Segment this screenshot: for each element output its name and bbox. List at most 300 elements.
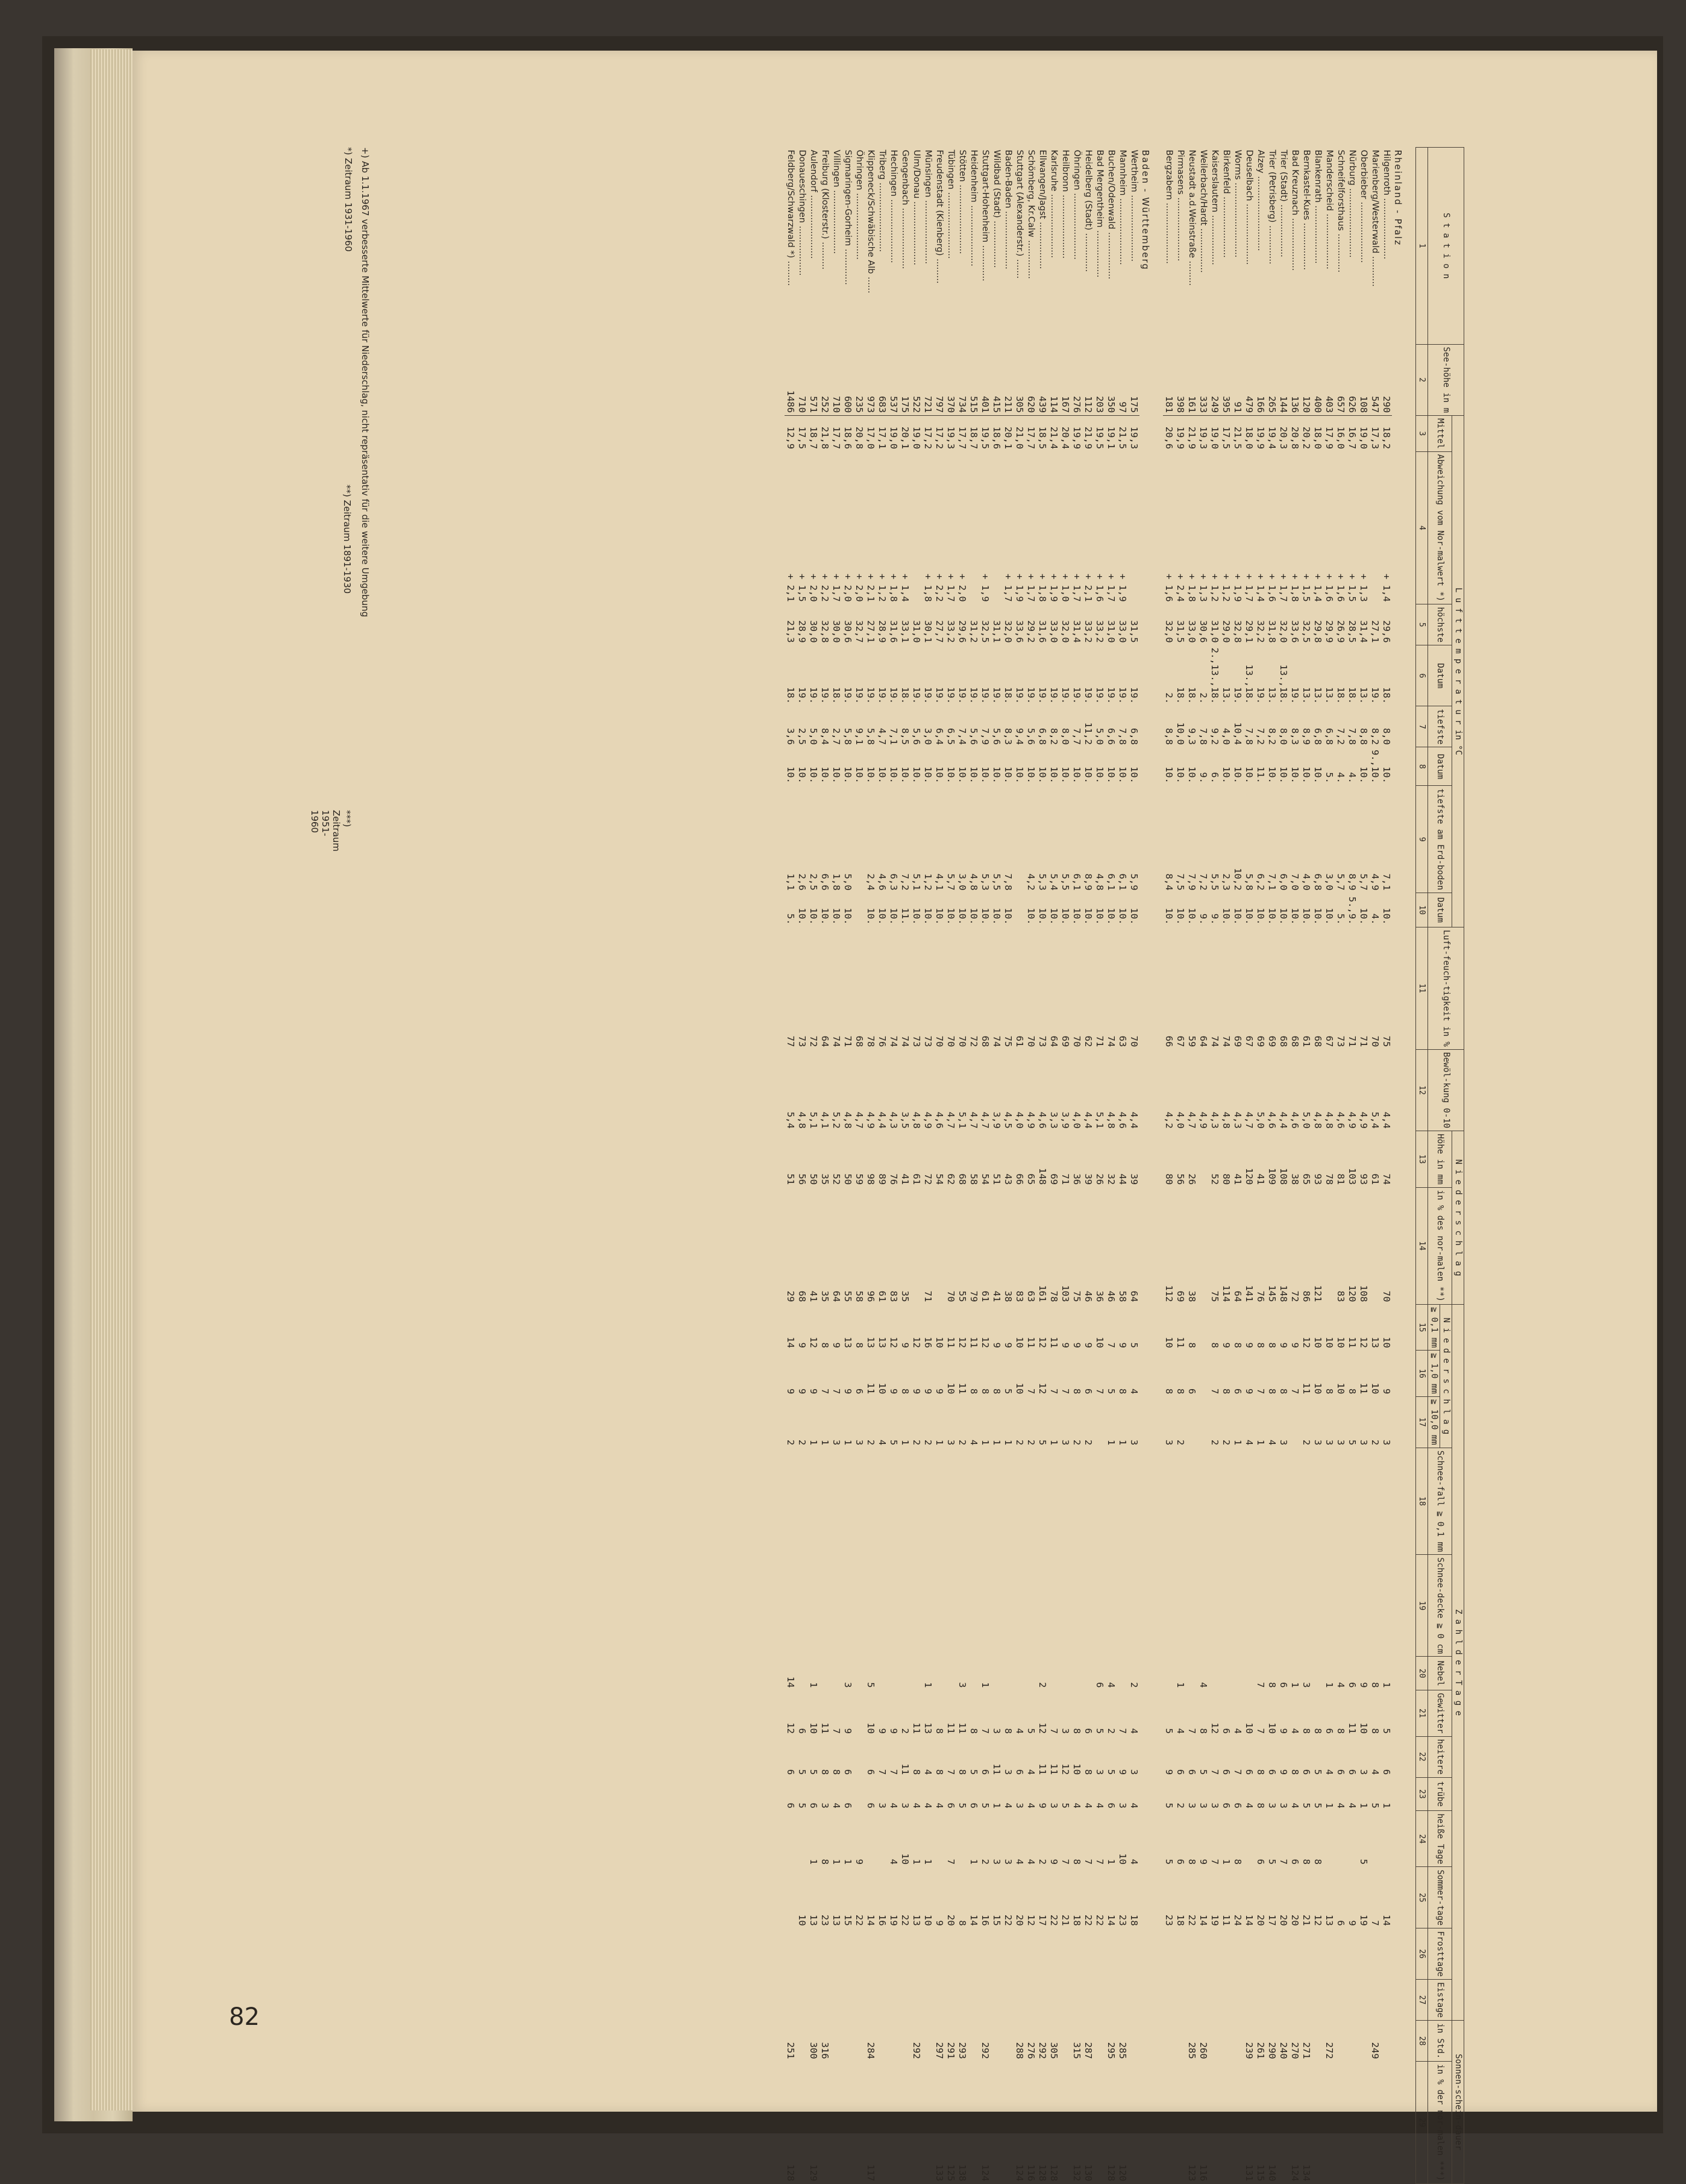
data-cell: 19,5 bbox=[1094, 426, 1105, 450]
data-cell: 31,0 bbox=[911, 620, 922, 643]
station-name-cell: Bergzabern ...................... bbox=[1164, 149, 1174, 264]
data-cell: 29,6 bbox=[957, 620, 968, 643]
data-cell bbox=[1174, 1555, 1186, 1657]
data-cell bbox=[1243, 1928, 1255, 1980]
data-cell: 115 bbox=[1255, 2164, 1266, 2182]
data-cell: 5,1 bbox=[1094, 1111, 1105, 1129]
data-cell bbox=[853, 1555, 865, 1657]
station-name-cell: Marienberg/Westerwald ........... bbox=[1370, 149, 1380, 287]
data-cell: 76 bbox=[1255, 1290, 1266, 1302]
data-cell: 11 bbox=[945, 1337, 956, 1348]
data-cell: 77 bbox=[785, 1035, 796, 1047]
data-cell: 6 bbox=[785, 1803, 796, 1809]
data-cell: 10. bbox=[831, 766, 842, 783]
data-cell: 128 bbox=[1037, 2164, 1048, 2182]
data-cell: 41 bbox=[808, 1290, 819, 1302]
data-cell: 14 bbox=[968, 1915, 979, 1926]
data-cell: 9 bbox=[1244, 1388, 1255, 1395]
data-cell: 10. bbox=[1048, 908, 1059, 925]
table-row bbox=[1197, 148, 1209, 2184]
data-cell: 18. bbox=[785, 686, 796, 704]
data-cell: 68 bbox=[957, 1173, 968, 1185]
data-cell: 290 bbox=[1380, 344, 1392, 416]
column-number: 3 bbox=[1416, 416, 1428, 452]
data-cell: 6,0 bbox=[1278, 873, 1289, 891]
data-cell bbox=[1082, 1448, 1094, 1555]
data-cell: 19. bbox=[865, 686, 876, 704]
data-cell: 1 bbox=[842, 1439, 853, 1446]
data-cell: + 1,9 bbox=[1048, 573, 1059, 602]
data-cell: 7,7 bbox=[1071, 727, 1082, 745]
data-cell bbox=[853, 1980, 865, 2021]
data-cell: 32,5 bbox=[1301, 620, 1312, 643]
table-row bbox=[1105, 148, 1117, 2184]
data-cell: 4,4 bbox=[1129, 1111, 1139, 1129]
data-cell bbox=[807, 1448, 819, 1555]
data-cell: 19,9 bbox=[1071, 426, 1082, 450]
data-cell: 93 bbox=[1312, 1173, 1323, 1185]
data-cell: 5 bbox=[1060, 1803, 1071, 1809]
data-cell: 19 bbox=[1358, 1915, 1369, 1926]
data-cell: 9 bbox=[934, 1388, 945, 1395]
hdr-heitere: heitere bbox=[1428, 1736, 1452, 1777]
data-cell: 4 bbox=[1290, 1803, 1300, 1809]
data-cell: 12 bbox=[888, 1337, 899, 1348]
data-cell: 7,1 bbox=[1267, 873, 1277, 891]
data-cell: 22 bbox=[1083, 1915, 1094, 1926]
data-cell: 33,1 bbox=[900, 620, 910, 643]
data-cell: 86 bbox=[1301, 1290, 1312, 1302]
data-cell: 1 bbox=[1221, 1859, 1232, 1865]
column-number: 29 bbox=[1416, 2062, 1428, 2184]
data-cell: 5,0 bbox=[842, 873, 853, 891]
data-cell: 3,0 bbox=[923, 727, 933, 745]
data-cell: 31,2 bbox=[968, 620, 979, 643]
data-cell: 620 bbox=[1025, 344, 1036, 416]
data-cell: 8 bbox=[957, 1920, 968, 1926]
data-cell: 71 bbox=[1094, 1035, 1105, 1047]
data-cell: 18,7 bbox=[968, 426, 979, 450]
data-cell: 13. bbox=[1358, 686, 1369, 704]
data-cell: 30,0 bbox=[831, 620, 842, 643]
data-cell: 4,4 bbox=[877, 1111, 888, 1129]
column-number: 17 bbox=[1416, 1396, 1428, 1448]
data-cell: 73 bbox=[1335, 1035, 1346, 1047]
data-cell: 7,9 bbox=[1186, 873, 1197, 891]
table-row bbox=[1071, 148, 1082, 2184]
station-name-cell: Stötten ......................... bbox=[957, 149, 967, 254]
data-cell bbox=[968, 451, 979, 604]
data-cell bbox=[1117, 1980, 1128, 2021]
data-cell: 3,6 bbox=[785, 727, 796, 745]
data-cell: 120 bbox=[1347, 1285, 1358, 1302]
column-number: 13 bbox=[1416, 1131, 1428, 1187]
column-number: 22 bbox=[1416, 1736, 1428, 1777]
data-cell bbox=[910, 1187, 922, 1304]
data-cell: 132 bbox=[1071, 2164, 1082, 2182]
data-cell: 3 bbox=[1267, 1803, 1277, 1809]
footnote-4: ***) Zeitraum 1951-1960 bbox=[309, 810, 353, 852]
data-cell: 55 bbox=[842, 1290, 853, 1302]
data-cell: 9 bbox=[1221, 1342, 1232, 1348]
data-cell: 4,0 bbox=[1221, 727, 1232, 745]
data-cell: 9 bbox=[1083, 1342, 1094, 1348]
data-cell bbox=[899, 1980, 910, 2021]
data-cell: 3 bbox=[842, 1682, 853, 1688]
data-cell: 10 bbox=[808, 1722, 819, 1734]
data-cell bbox=[968, 1980, 979, 2021]
data-cell: 58 bbox=[1117, 1290, 1128, 1302]
data-cell bbox=[1197, 1448, 1209, 1555]
data-cell: 19. bbox=[1117, 686, 1128, 704]
data-cell: 4. bbox=[1335, 772, 1346, 783]
data-cell bbox=[1059, 1928, 1071, 1980]
data-cell: 5. bbox=[785, 913, 796, 925]
data-cell: 58 bbox=[968, 1173, 979, 1185]
table-row bbox=[1048, 148, 1059, 2184]
data-cell bbox=[1128, 1928, 1139, 1980]
column-number: 18 bbox=[1416, 1448, 1428, 1555]
data-cell: 19. bbox=[1255, 686, 1266, 704]
data-cell: 8 bbox=[900, 1388, 910, 1395]
column-number: 14 bbox=[1416, 1187, 1428, 1304]
hdr-lufttemperatur: L u f t t e m p e r a t u r in °C bbox=[1452, 416, 1464, 927]
data-cell bbox=[1335, 2021, 1346, 2062]
station-name-cell: Ellwangen/Jagst ................. bbox=[1038, 149, 1047, 269]
data-cell: 5 bbox=[808, 1769, 819, 1775]
data-cell: 1 bbox=[911, 1859, 922, 1865]
data-cell: 4,7 bbox=[854, 1111, 865, 1129]
data-cell: 6 bbox=[1221, 1769, 1232, 1775]
data-cell: 6 bbox=[865, 1769, 876, 1775]
data-cell: 75 bbox=[1209, 1290, 1220, 1302]
data-cell: 291 bbox=[945, 2042, 956, 2059]
data-cell: 10. bbox=[785, 766, 796, 783]
data-cell: 10 bbox=[1358, 1722, 1369, 1734]
data-cell bbox=[888, 2021, 899, 2062]
data-cell: 2 bbox=[1175, 1439, 1186, 1446]
data-cell: 6 bbox=[1278, 1682, 1289, 1688]
data-cell: 10. bbox=[980, 766, 991, 783]
data-cell bbox=[1369, 1980, 1380, 2021]
data-cell bbox=[922, 1448, 933, 1555]
data-cell: 8 bbox=[1117, 1388, 1128, 1395]
data-cell: 50 bbox=[842, 1173, 853, 1185]
data-cell: 130 bbox=[1083, 2164, 1094, 2182]
data-cell: 292 bbox=[980, 2042, 991, 2059]
data-cell: 18,6 bbox=[842, 426, 853, 450]
column-number: 5 bbox=[1416, 604, 1428, 645]
data-cell: 4,8 bbox=[968, 873, 979, 891]
table-row bbox=[922, 148, 933, 2184]
data-cell bbox=[1255, 1448, 1266, 1555]
data-cell: 7 bbox=[831, 1728, 842, 1734]
data-cell: 30,0 bbox=[808, 620, 819, 643]
table-row bbox=[1209, 148, 1220, 2184]
data-cell: 4,9 bbox=[1347, 1111, 1358, 1129]
data-cell bbox=[1071, 1980, 1082, 2021]
data-cell: 3 bbox=[1381, 1439, 1392, 1446]
data-cell: 11 bbox=[1048, 1763, 1059, 1775]
data-cell: 1 bbox=[1358, 1803, 1369, 1809]
data-cell: 120 bbox=[1117, 2164, 1128, 2182]
data-cell bbox=[968, 1657, 979, 1690]
data-cell: 64 bbox=[1198, 1035, 1209, 1047]
data-cell: 12 bbox=[1037, 1722, 1048, 1734]
data-cell: 2 bbox=[1175, 1803, 1186, 1809]
data-cell: 31,4 bbox=[1358, 620, 1369, 643]
data-cell: 22 bbox=[1094, 1915, 1105, 1926]
data-cell: 4 bbox=[1083, 1803, 1094, 1809]
region-title: Baden - Württemberg bbox=[1140, 149, 1151, 271]
data-cell: 10. bbox=[911, 908, 922, 925]
data-cell: 10. bbox=[1117, 766, 1128, 783]
region-title: Rheinland - Pfalz bbox=[1393, 149, 1403, 246]
data-cell: 56 bbox=[1175, 1173, 1186, 1185]
data-cell: 89 bbox=[877, 1173, 888, 1185]
data-cell: 10. bbox=[1037, 908, 1048, 925]
data-cell: 17,7 bbox=[831, 426, 842, 450]
data-cell: 70 bbox=[1129, 1035, 1139, 1047]
data-cell: 4. bbox=[1347, 772, 1358, 783]
data-cell: 69 bbox=[1267, 1035, 1277, 1047]
data-cell: 22 bbox=[1186, 1915, 1197, 1926]
data-cell: 93 bbox=[1358, 1173, 1369, 1185]
data-cell: + 1,6 bbox=[1335, 573, 1346, 602]
data-cell: + 1,2 bbox=[1209, 573, 1220, 602]
data-cell: 1 bbox=[991, 1439, 1002, 1446]
data-cell: 31,8 bbox=[1267, 620, 1277, 643]
data-cell: 75 bbox=[1003, 1035, 1014, 1047]
data-cell bbox=[853, 786, 865, 893]
data-cell: 5 bbox=[1164, 1803, 1174, 1809]
table-row bbox=[1255, 148, 1266, 2184]
data-cell: 3 bbox=[1358, 1439, 1369, 1446]
data-cell: 4,3 bbox=[1232, 1111, 1243, 1129]
data-cell bbox=[1277, 1555, 1289, 1657]
data-cell: 103 bbox=[1060, 1285, 1071, 1302]
data-cell bbox=[888, 1928, 899, 1980]
data-cell: 2 bbox=[1071, 1439, 1082, 1446]
data-cell: 175 bbox=[899, 344, 910, 416]
data-cell bbox=[1163, 1980, 1174, 2021]
station-name-cell: Ulm/Donau ....................... bbox=[912, 149, 921, 266]
data-cell: 10 bbox=[1312, 1337, 1323, 1348]
data-cell: 128 bbox=[1048, 2164, 1059, 2182]
data-cell: 11 bbox=[957, 1722, 968, 1734]
data-cell: 5 bbox=[1381, 1728, 1392, 1734]
data-cell: 10. bbox=[1381, 908, 1392, 925]
station-name-cell: Tübingen ........................ bbox=[946, 149, 956, 259]
data-cell bbox=[1220, 2021, 1232, 2062]
data-cell: 4 bbox=[1014, 1728, 1025, 1734]
data-cell: 10 bbox=[865, 1722, 876, 1734]
data-cell: 5 bbox=[1094, 1728, 1105, 1734]
data-cell bbox=[853, 1448, 865, 1555]
data-cell: 6,2 bbox=[1255, 873, 1266, 891]
station-name-cell: Kaiserslautern .................. bbox=[1210, 149, 1220, 265]
hdr-hoehe-mm: Höhe in mm bbox=[1428, 1131, 1452, 1187]
data-cell bbox=[1380, 2062, 1392, 2184]
data-cell: 10. bbox=[900, 766, 910, 783]
data-cell bbox=[1117, 1657, 1128, 1690]
data-cell bbox=[1059, 2062, 1071, 2184]
station-name-cell: Karlsruhe ....................... bbox=[1049, 149, 1059, 259]
data-cell bbox=[1059, 1657, 1071, 1690]
data-cell bbox=[1346, 1811, 1358, 1867]
data-cell bbox=[830, 2021, 842, 2062]
data-cell bbox=[1128, 1448, 1139, 1555]
data-cell: 8 bbox=[1267, 1388, 1277, 1395]
station-name-cell: Trier (Stadt) ................... bbox=[1279, 149, 1288, 257]
station-name-cell: Wildbad (Stadt) ................. bbox=[992, 149, 1001, 268]
data-cell: 22 bbox=[854, 1915, 865, 1926]
data-cell bbox=[807, 1555, 819, 1657]
data-cell: 6 bbox=[1347, 1682, 1358, 1688]
data-cell: 7,1 bbox=[888, 727, 899, 745]
data-cell: 10 bbox=[900, 1853, 910, 1865]
data-cell: + 1,8 bbox=[1186, 573, 1197, 602]
data-cell bbox=[1266, 1980, 1277, 2021]
data-cell bbox=[1197, 1187, 1209, 1304]
data-cell: 11 bbox=[865, 1382, 876, 1395]
data-cell: 4,9 bbox=[1370, 873, 1380, 891]
data-cell: 5 bbox=[1129, 1342, 1139, 1348]
data-cell bbox=[785, 1867, 796, 1928]
station-name-cell: Nürburg ......................... bbox=[1347, 149, 1357, 258]
data-cell bbox=[1232, 1555, 1243, 1657]
column-number: 11 bbox=[1416, 927, 1428, 1049]
data-cell: 8 bbox=[1370, 1682, 1380, 1688]
data-cell: 7 bbox=[1209, 1388, 1220, 1395]
data-cell: 27,1 bbox=[1370, 620, 1380, 643]
data-cell: 18,6 bbox=[991, 426, 1002, 450]
hdr-luftfeuchtigkeit: Luft-feuch-tigkeit in % bbox=[1428, 927, 1464, 1049]
table-row bbox=[1358, 148, 1369, 2184]
data-cell bbox=[933, 1555, 945, 1657]
data-cell bbox=[1209, 2062, 1220, 2184]
data-cell: 4 bbox=[923, 1769, 933, 1775]
data-cell: 2 bbox=[957, 1439, 968, 1446]
data-cell: 4,2 bbox=[1164, 1111, 1174, 1129]
data-cell: 6 bbox=[842, 1803, 853, 1809]
data-cell: 61 bbox=[1301, 1035, 1312, 1047]
data-cell: 31,6 bbox=[888, 620, 899, 643]
table-row bbox=[1186, 148, 1197, 2184]
data-cell: 10,0 bbox=[1175, 722, 1186, 745]
data-cell bbox=[1128, 2021, 1139, 2062]
data-cell: 2,4 bbox=[865, 873, 876, 891]
data-cell: 3 bbox=[1335, 1439, 1346, 1446]
data-cell: 19,9 bbox=[1175, 426, 1186, 450]
data-cell: 28,9 bbox=[877, 620, 888, 643]
data-cell: 10. bbox=[1060, 766, 1071, 783]
station-name-cell: Triberg ......................... bbox=[877, 149, 887, 253]
data-cell: 10. bbox=[797, 908, 807, 925]
data-cell bbox=[1312, 1657, 1323, 1690]
data-cell: 20,4 bbox=[1060, 426, 1071, 450]
table-row bbox=[1025, 148, 1036, 2184]
column-number: 16 bbox=[1416, 1351, 1428, 1396]
station-name-cell: Aulendorf ....................... bbox=[809, 149, 818, 259]
data-cell: 6,8 bbox=[1037, 727, 1048, 745]
data-cell bbox=[819, 1657, 830, 1690]
data-cell: + 1,2 bbox=[877, 573, 888, 602]
data-cell: 2 bbox=[911, 1439, 922, 1446]
station-name-cell: Stuttgart (Alexanderstr.) ....... bbox=[1015, 149, 1024, 279]
data-cell: 19,0 bbox=[1358, 426, 1369, 450]
data-cell: 9 bbox=[1071, 1342, 1082, 1348]
data-cell: 91 bbox=[1232, 344, 1243, 416]
data-cell: 20,1 bbox=[1003, 426, 1014, 450]
data-cell: 5 bbox=[1267, 1859, 1277, 1865]
data-cell: 8 bbox=[1255, 1342, 1266, 1348]
data-cell: 5,5 bbox=[1060, 873, 1071, 891]
data-cell: 2 bbox=[923, 1439, 933, 1446]
data-cell bbox=[796, 1928, 807, 1980]
data-cell bbox=[1346, 2021, 1358, 2062]
data-cell: 18,7 bbox=[808, 426, 819, 450]
data-cell: 5 bbox=[1003, 1388, 1014, 1395]
data-cell: 4 bbox=[1244, 1803, 1255, 1809]
data-cell: + 2,1 bbox=[1083, 573, 1094, 602]
data-cell: 10 bbox=[934, 1337, 945, 1348]
data-cell: 4 bbox=[1198, 1682, 1209, 1688]
data-cell: 13 bbox=[1370, 1337, 1380, 1348]
data-cell bbox=[991, 1555, 1002, 1657]
station-name-cell: Neustadt a.d.Weinstraße ......... bbox=[1187, 149, 1197, 286]
data-cell bbox=[899, 1657, 910, 1690]
table-row bbox=[1220, 148, 1232, 2184]
data-cell: 10. bbox=[1003, 766, 1014, 783]
data-cell: 73 bbox=[911, 1035, 922, 1047]
data-cell: 7 bbox=[1278, 1859, 1289, 1865]
data-cell bbox=[888, 1555, 899, 1657]
data-cell: 5,3 bbox=[980, 873, 991, 891]
data-cell: 19. bbox=[923, 686, 933, 704]
data-cell: 10 bbox=[1324, 1337, 1335, 1348]
data-cell: 6 bbox=[865, 1803, 876, 1809]
data-cell bbox=[1186, 1396, 1197, 1448]
data-cell: 72 bbox=[923, 1173, 933, 1185]
data-cell: 78 bbox=[1048, 1290, 1059, 1302]
data-cell bbox=[899, 1448, 910, 1555]
data-cell bbox=[1059, 1980, 1071, 2021]
data-cell bbox=[1358, 1980, 1369, 2021]
data-cell: 9 bbox=[808, 1388, 819, 1395]
data-cell bbox=[1209, 1928, 1220, 1980]
data-cell: 10. bbox=[1175, 766, 1186, 783]
data-cell: 5 bbox=[1164, 1859, 1174, 1865]
data-cell: 1 bbox=[900, 1439, 910, 1446]
data-cell: 6 bbox=[1324, 1728, 1335, 1734]
footnote-3: **) Zeitraum 1891-1930 bbox=[342, 485, 353, 594]
data-cell bbox=[1174, 2021, 1186, 2062]
data-cell: 38 bbox=[1290, 1173, 1300, 1185]
data-cell: 71 bbox=[1060, 1173, 1071, 1185]
hdr-nied-tage: N i e d e r s c h l a g bbox=[1440, 1304, 1452, 1448]
data-cell: + 1,4 bbox=[900, 573, 910, 602]
data-cell: 6 bbox=[842, 1769, 853, 1775]
data-cell bbox=[1380, 2021, 1392, 2062]
data-cell: 13 bbox=[1324, 1915, 1335, 1926]
data-cell: 10. bbox=[957, 908, 968, 925]
data-cell bbox=[945, 1657, 956, 1690]
data-cell bbox=[1300, 1928, 1312, 1980]
data-cell: 19. bbox=[854, 686, 865, 704]
data-cell: 5,0 bbox=[808, 727, 819, 745]
data-cell: 8,4 bbox=[1164, 873, 1174, 891]
